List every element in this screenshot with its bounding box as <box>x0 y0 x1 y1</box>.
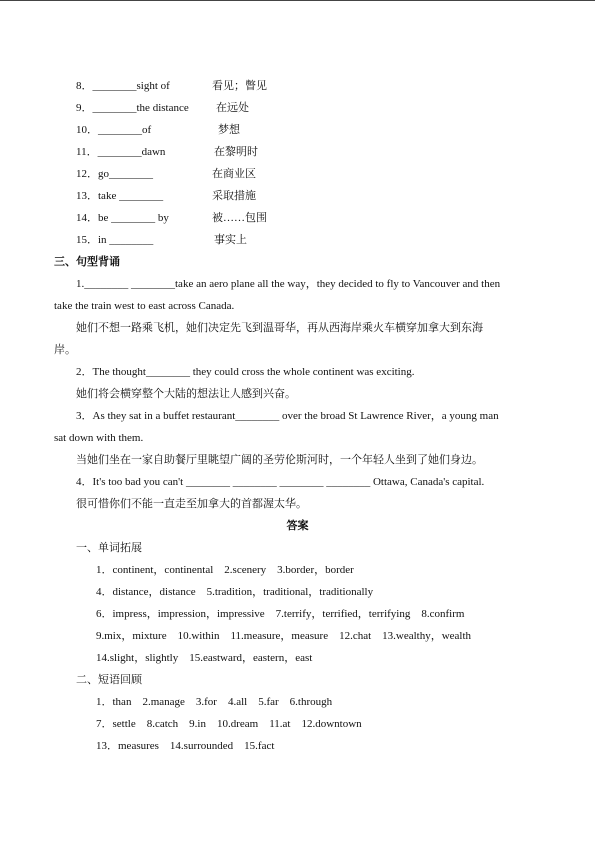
phrase-item-9-en: 9．________the distance <box>76 102 189 114</box>
phrase-item-8-en: 8．________sight of <box>76 80 170 92</box>
answers-part1-heading: 一、单词拓展 <box>76 542 142 554</box>
phrase-item-14-en: 14．be ________ by <box>76 212 169 224</box>
phrase-item-12-en: 12．go________ <box>76 168 153 180</box>
sentence-3-en-line-2: sat down with them. <box>54 432 144 444</box>
answers-part2-heading: 二、短语回顾 <box>76 674 142 686</box>
phrase-item-15-en: 15．in ________ <box>76 234 154 246</box>
sentence-4-en: 4．It's too bad you can't ________ ________ ________ ________ Ottawa, Canada's capital. <box>76 476 485 488</box>
answers-part2-line: 7．settle 8.catch 9.in 10.dream 11.at 12.downtown <box>96 718 362 730</box>
phrase-item-8-zh: 看见；瞥见 <box>212 80 267 92</box>
page-top-rule <box>0 0 595 1</box>
phrase-item-10-en: 10．________of <box>76 124 152 136</box>
section-heading: 三、句型背诵 <box>54 256 120 268</box>
answers-part1-line: 1．continent，continental 2.scenery 3.border，border <box>96 564 354 576</box>
answers-title: 答案 <box>286 520 309 532</box>
answers-part1-line: 9.mix，mixture 10.within 11.measure，measure 12.chat 13.wealthy，wealth <box>96 630 472 642</box>
answers-part2-line: 13．measures 14.surrounded 15.fact <box>96 740 275 752</box>
sentence-2-zh: 她们将会横穿整个大陆的想法让人感到兴奋。 <box>76 388 296 400</box>
sentence-1-zh-line-1: 她们不想一路乘飞机，她们决定先飞到温哥华，再从西海岸乘火车横穿加拿大到东海 <box>76 322 483 334</box>
phrase-item-14-zh: 被……包围 <box>212 212 267 224</box>
phrase-item-10-zh: 梦想 <box>218 124 240 136</box>
answers-part1-line: 14.slight，slightly 15.eastward，eastern，east <box>96 652 313 664</box>
phrase-item-15-zh: 事实上 <box>214 234 247 246</box>
answers-part1-line: 4．distance，distance 5.tradition，traditional，traditionally <box>96 586 374 598</box>
sentence-4-zh: 很可惜你们不能一直走至加拿大的首都渥太华。 <box>76 498 307 510</box>
phrase-item-12-zh: 在商业区 <box>212 168 256 180</box>
answers-part1-line: 6．impress，impression，impressive 7.terrify，terrified，terrifying 8.confirm <box>96 608 465 620</box>
sentence-1-zh-line-2: 岸。 <box>54 344 76 356</box>
sentence-3-zh: 当她们坐在一家自助餐厅里眺望广阔的圣劳伦斯河时，一个年轻人坐到了她们身边。 <box>76 454 483 466</box>
phrase-item-13-zh: 采取措施 <box>212 190 256 202</box>
sentence-1-en-line-1: 1.________ ________take an aero plane all the way，they decided to fly to Vancouver and then <box>76 278 501 290</box>
phrase-item-11-zh: 在黎明时 <box>214 146 258 158</box>
sentence-3-en-line-1: 3．As they sat in a buffet restaurant________ over the broad St Lawrence River，a young man <box>76 410 499 422</box>
answers-part2-line: 1．than 2.manage 3.for 4.all 5.far 6.through <box>96 696 333 708</box>
phrase-item-9-zh: 在远处 <box>216 102 249 114</box>
sentence-1-en-line-2: take the train west to east across Canada. <box>54 300 235 312</box>
phrase-item-11-en: 11．________dawn <box>76 146 166 158</box>
sentence-2-en: 2．The thought________ they could cross the whole continent was exciting. <box>76 366 415 378</box>
phrase-item-13-en: 13．take ________ <box>76 190 164 202</box>
